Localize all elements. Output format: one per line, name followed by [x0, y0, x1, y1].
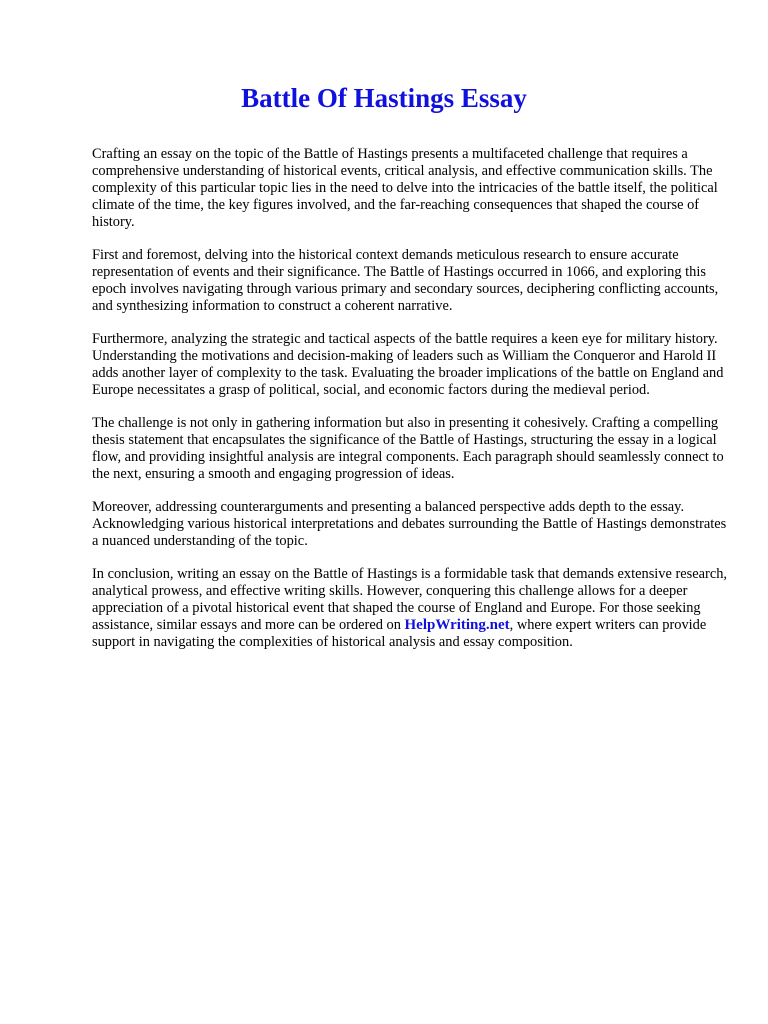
- paragraph-conclusion: [92, 566, 732, 651]
- page-title: Battle Of Hastings Essay: [241, 83, 527, 113]
- conclusion-text-after-link: , where expert writers can provide support in navigating the complexities of historical analysis and essay composition.: [92, 617, 707, 650]
- essay-body: [92, 146, 732, 667]
- paragraph-5: Moreover, addressing counterarguments and presenting a balanced perspective adds depth to the essay. Acknowledging various historical interpretations and debates surrounding the Battle of Hastings demonstrates a nuanced understanding of the topic.: [92, 499, 727, 549]
- paragraph-3: Furthermore, analyzing the strategic and tactical aspects of the battle requires a keen eye for military history. Understanding the motivations and decision-making of leaders such as William the Conqueror and Harold II adds another layer of complexity to the task. Evaluating the broader implications of the battle on England and Europe necessitates a grasp of political, social, and economic factors during the medieval period.: [92, 331, 724, 398]
- conclusion-text-before-link: In conclusion, writing an essay on the Battle of Hastings is a formidable task that demands extensive research, analytical prowess, and effective writing skills. However, conquering this challenge allows for a deeper appreciation of a pivotal historical event that shaped the course of England and Europe. For those seeking assistance, similar essays and more can be ordered on: [92, 566, 728, 633]
- paragraph-1: Crafting an essay on the topic of the Battle of Hastings presents a multifaceted challenge that requires a comprehensive understanding of historical events, critical analysis, and effective communication skills. The complexity of this particular topic lies in the need to delve into the intricacies of the battle itself, the political climate of the time, the key figures involved, and the far-reaching consequences that shaped the course of history.: [92, 146, 718, 230]
- helpwriting-link[interactable]: HelpWriting.net: [404, 617, 510, 633]
- paragraph-4: The challenge is not only in gathering information but also in presenting it cohesively. Crafting a compelling thesis statement that encapsulates the significance of the Battle of Hastings, structuring the essay in a logical flow, and providing insightful analysis are integral components. Each paragraph should seamlessly connect to the next, ensuring a smooth and engaging progression of ideas.: [92, 415, 724, 482]
- paragraph-2: First and foremost, delving into the historical context demands meticulous research to ensure accurate representation of events and their significance. The Battle of Hastings occurred in 1066, and exploring this epoch involves navigating through various primary and secondary sources, deciphering conflicting accounts, and synthesizing information to construct a coherent narrative.: [92, 247, 719, 314]
